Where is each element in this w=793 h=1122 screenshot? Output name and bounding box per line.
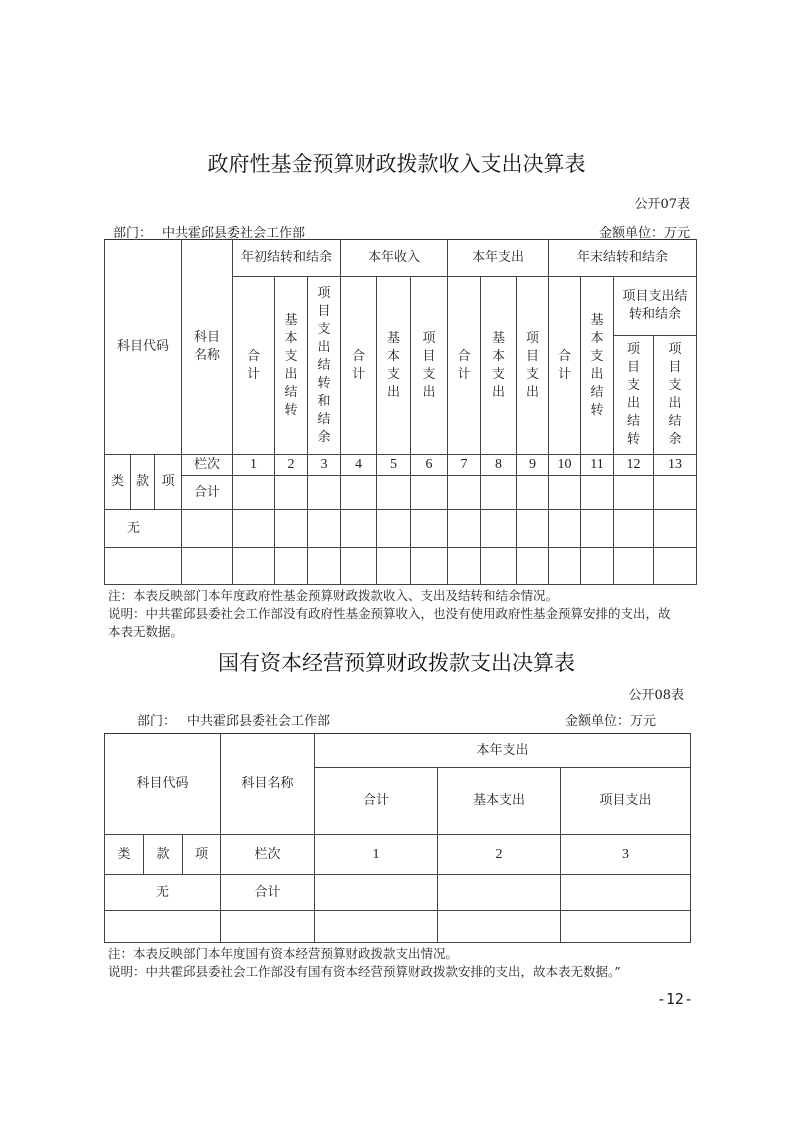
t1-col-num: 2 xyxy=(275,455,308,476)
table1-explanation-line1: 说明：中共霍邱县委社会工作部没有政府性基金预算收入，也没有使用政府性基金预算安排的支出，故 xyxy=(108,606,671,621)
t1-col-num: 9 xyxy=(517,455,549,476)
t2-kuan: 款 xyxy=(144,835,183,875)
t1-cell xyxy=(517,476,549,510)
table2-code: 公开08表 xyxy=(628,688,684,703)
t1-col-num: 10 xyxy=(549,455,581,476)
t1-cell xyxy=(481,548,517,585)
table2 xyxy=(104,733,691,943)
t1-h-expense-total-text: 合计 xyxy=(457,348,471,382)
t1-column-no-label: 栏次 xyxy=(182,455,233,476)
t2-cell xyxy=(438,911,561,943)
t2-column-no-label: 栏次 xyxy=(221,835,315,875)
t1-cell xyxy=(341,476,377,510)
table1-department-label: 部门： xyxy=(113,226,153,241)
t1-h-income-basic-text: 基本支出 xyxy=(387,330,401,400)
t1-h-income-basic xyxy=(377,277,411,455)
t1-h-expense-basic xyxy=(481,277,517,455)
table1-explanation-line2: 本表无数据。 xyxy=(108,624,184,639)
t2-cell xyxy=(438,875,561,911)
t1-cell xyxy=(275,476,308,510)
t2-total-label: 合计 xyxy=(221,875,315,911)
t1-header-subject-name-text: 科目名称 xyxy=(193,330,220,363)
t1-h-end-basic xyxy=(581,277,614,455)
t1-h-end-project-carry xyxy=(614,336,654,455)
t1-cell xyxy=(654,476,697,510)
t1-cell xyxy=(654,510,697,548)
t1-h-expense-basic-text: 基本支出 xyxy=(492,330,506,400)
t1-col-num: 7 xyxy=(448,455,481,476)
table2-unit: 金额单位：万元 xyxy=(564,714,656,729)
t1-header-group-begin xyxy=(233,240,341,277)
table2-department: 中共霍邱县委社会工作部 xyxy=(187,714,331,729)
t1-header-group-income: 本年收入 xyxy=(341,240,448,277)
page-number: -12- xyxy=(656,990,693,1008)
t1-total-row xyxy=(105,476,697,510)
t1-header-subject-code: 科目代码 xyxy=(105,240,182,455)
t2-cell xyxy=(561,875,691,911)
t1-h-end-total xyxy=(549,277,581,455)
t2-cell xyxy=(221,911,315,943)
t1-cell xyxy=(275,548,308,585)
t1-total-label: 合计 xyxy=(182,476,233,510)
t1-cell xyxy=(581,476,614,510)
t1-cell xyxy=(517,548,549,585)
t2-lei: 类 xyxy=(105,835,144,875)
t1-cell xyxy=(614,548,654,585)
t1-cell xyxy=(233,548,275,585)
t1-cell xyxy=(517,510,549,548)
t1-lei: 类 xyxy=(105,455,131,510)
t1-col-num: 3 xyxy=(308,455,341,476)
t2-xiang: 项 xyxy=(183,835,221,875)
t1-cell xyxy=(481,510,517,548)
t1-cell xyxy=(182,548,233,585)
table1-title: 政府性基金预算财政拨款收入支出决算表 xyxy=(207,152,586,176)
t1-xiang: 项 xyxy=(155,455,182,510)
t1-cell xyxy=(448,510,481,548)
t1-h-income-total xyxy=(341,277,377,455)
t1-h-expense-project-text: 项目支出 xyxy=(526,330,540,400)
t2-header-subject-code: 科目代码 xyxy=(105,734,221,835)
t1-header-group-end: 年末结转和结余 xyxy=(549,240,697,277)
t1-header-group-begin-text: 年初结转和结余 xyxy=(241,250,333,265)
t2-col-num: 2 xyxy=(438,835,561,875)
t1-cell xyxy=(233,510,275,548)
t1-h-begin-basic-text: 基本支出结转 xyxy=(284,312,298,418)
t1-cell xyxy=(182,510,233,548)
t1-h-begin-project-text: 项目支出结转和结余 xyxy=(317,285,331,445)
t1-cell xyxy=(481,476,517,510)
t1-cell xyxy=(411,476,448,510)
t1-cell xyxy=(377,548,411,585)
t1-cell xyxy=(377,510,411,548)
table1-unit: 金额单位：万元 xyxy=(598,226,690,241)
t1-h-end-project-carry-text: 项目支出结转 xyxy=(627,342,641,447)
t1-col-num: 12 xyxy=(614,455,654,476)
t1-col-num: 1 xyxy=(233,455,275,476)
t1-h-expense-total xyxy=(448,277,481,455)
t2-cell xyxy=(315,875,438,911)
t1-cell xyxy=(275,510,308,548)
table2-title: 国有资本经营预算财政拨款支出决算表 xyxy=(218,651,575,675)
table1-department: 中共霍邱县委社会工作部 xyxy=(162,226,306,241)
t1-cell xyxy=(105,548,182,585)
t1-h-end-project-balance-text: 项目支出结余 xyxy=(668,342,682,447)
t1-h-begin-basic xyxy=(275,277,308,455)
t1-cell xyxy=(549,548,581,585)
t1-cell xyxy=(654,548,697,585)
t1-cell xyxy=(341,510,377,548)
t1-h-end-project-balance xyxy=(654,336,697,455)
table2-explanation: 说明：中共霍邱县委社会工作部没有国有资本经营预算财政拨款安排的支出，故本表无数据。” xyxy=(108,964,621,979)
t2-cell xyxy=(105,911,221,943)
t1-h-income-total-text: 合计 xyxy=(352,348,366,382)
t1-h-end-total-text: 合计 xyxy=(558,348,572,382)
t1-cell xyxy=(581,510,614,548)
t2-col-num: 1 xyxy=(315,835,438,875)
t2-col-num: 3 xyxy=(561,835,691,875)
table2-department-label: 部门： xyxy=(137,714,177,729)
t1-cell xyxy=(581,548,614,585)
t1-header-group-expense: 本年支出 xyxy=(448,240,549,277)
t1-col-num: 13 xyxy=(654,455,697,476)
t1-empty-row xyxy=(105,548,697,585)
t1-none-label: 无 xyxy=(105,510,182,548)
t1-h-end-project-group xyxy=(614,277,697,336)
t1-h-end-basic-text: 基本支出结转 xyxy=(590,312,604,418)
t1-h-income-project-text: 项目支出 xyxy=(422,330,436,400)
t2-cell xyxy=(561,911,691,943)
t1-cell xyxy=(614,476,654,510)
t1-col-num: 5 xyxy=(377,455,411,476)
t1-cell xyxy=(308,548,341,585)
t1-none-row xyxy=(105,510,697,548)
table2-note: 注：本表反映部门本年度国有资本经营预算财政拨款支出情况。 xyxy=(108,946,459,961)
t1-cell xyxy=(549,510,581,548)
t1-col-num: 11 xyxy=(581,455,614,476)
t1-col-num: 8 xyxy=(481,455,517,476)
t1-h-income-project xyxy=(411,277,448,455)
t1-cell xyxy=(549,476,581,510)
t1-cell xyxy=(308,510,341,548)
t2-header-group-expense: 本年支出 xyxy=(315,734,691,768)
t2-empty-row xyxy=(105,911,691,943)
t1-cell xyxy=(448,548,481,585)
t2-h-total: 合计 xyxy=(315,768,438,835)
t1-h-end-project-group-text: 项目支出结转和结余 xyxy=(622,289,688,322)
t2-header-subject-name: 科目名称 xyxy=(221,734,315,835)
t1-cell xyxy=(341,548,377,585)
t2-h-basic: 基本支出 xyxy=(438,768,561,835)
t2-h-project: 项目支出 xyxy=(561,768,691,835)
t1-cell xyxy=(233,476,275,510)
t1-col-num: 4 xyxy=(341,455,377,476)
table1 xyxy=(104,239,697,585)
t1-cell xyxy=(614,510,654,548)
t1-cell xyxy=(411,548,448,585)
t2-cell xyxy=(315,911,438,943)
t1-header-subject-name xyxy=(182,240,233,455)
t2-none-row xyxy=(105,875,691,911)
t1-col-num: 6 xyxy=(411,455,448,476)
t1-cell xyxy=(308,476,341,510)
t1-cell xyxy=(411,510,448,548)
t1-cell xyxy=(448,476,481,510)
t1-h-begin-project xyxy=(308,277,341,455)
table1-code: 公开07表 xyxy=(634,197,690,212)
t1-h-begin-total xyxy=(233,277,275,455)
t1-cell xyxy=(377,476,411,510)
t2-none-label: 无 xyxy=(105,875,221,911)
t1-kuan: 款 xyxy=(131,455,155,510)
t1-h-expense-project xyxy=(517,277,549,455)
table1-note: 注：本表反映部门本年度政府性基金预算财政拨款收入、支出及结转和结余情况。 xyxy=(108,588,559,603)
t1-h-begin-total-text: 合计 xyxy=(246,348,260,382)
